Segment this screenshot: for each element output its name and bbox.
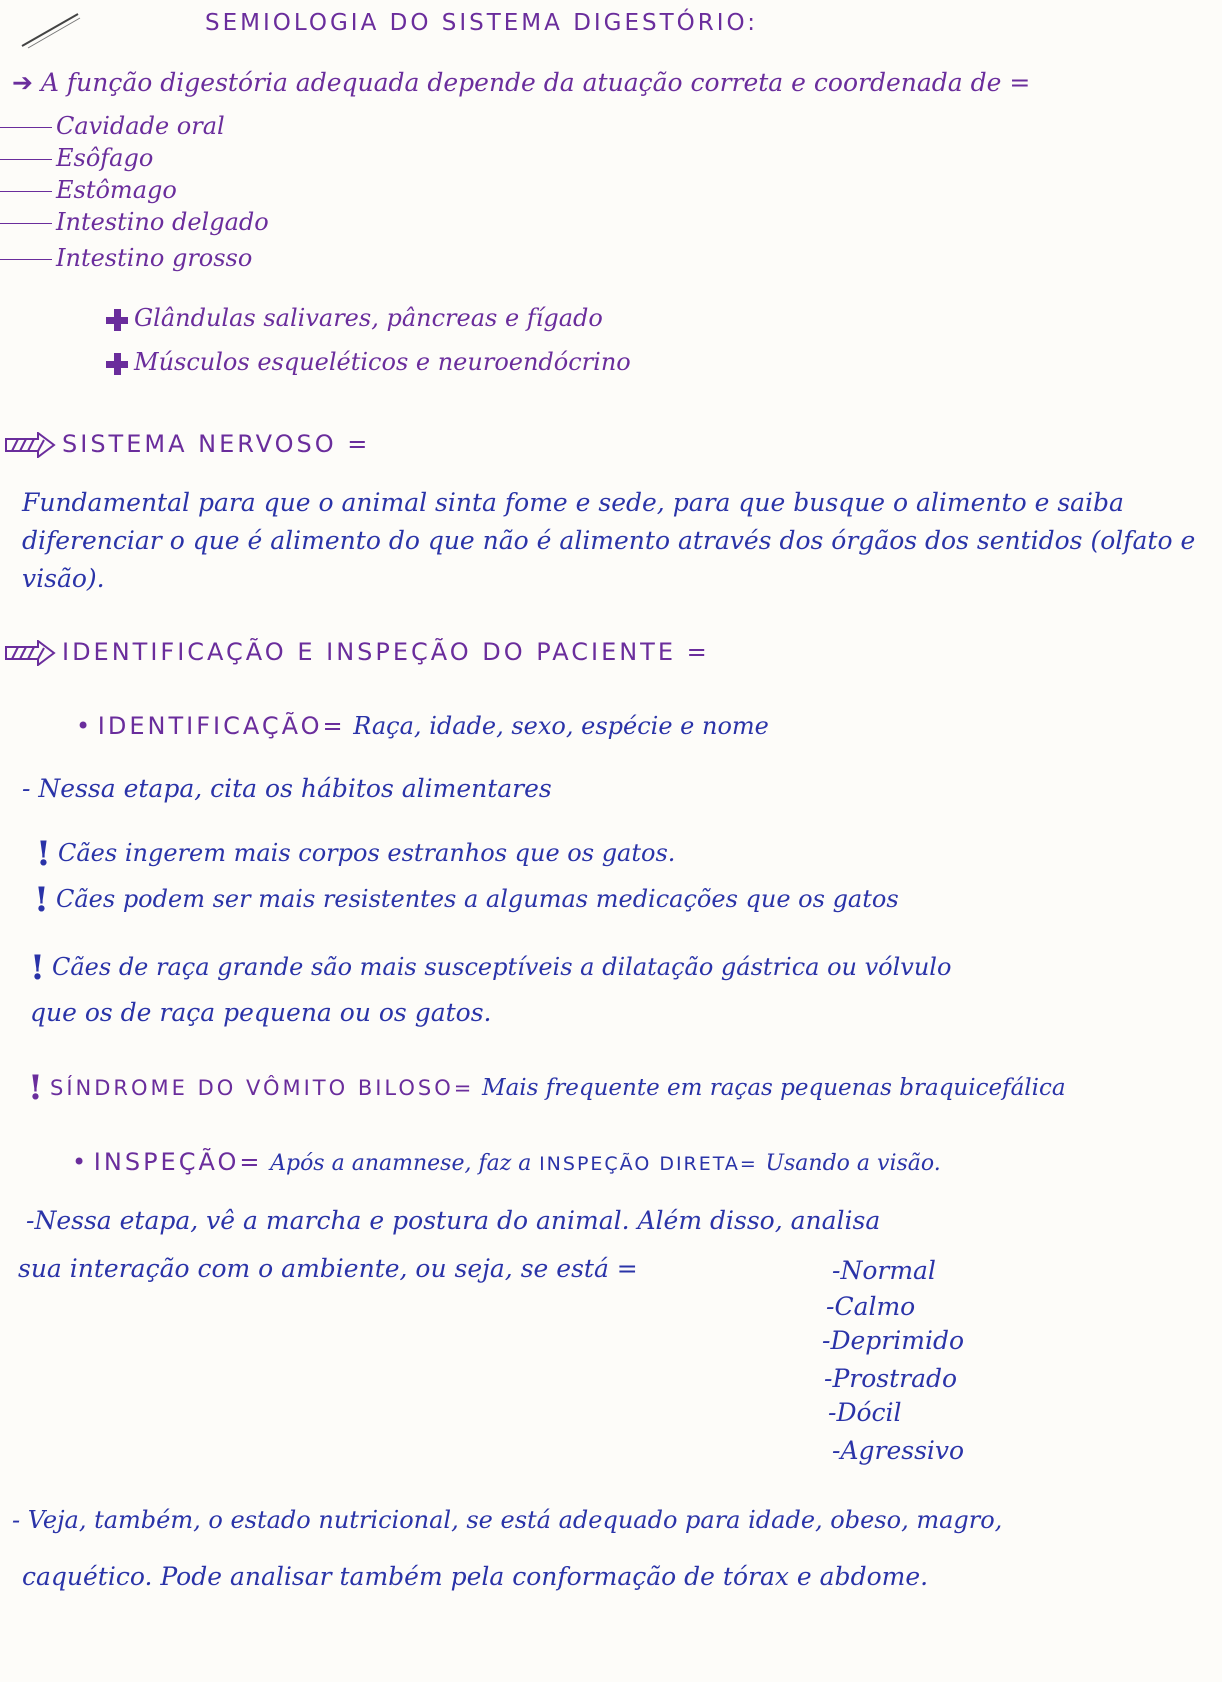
gland-item: Glândulas salivares, pâncreas e fígado: [106, 304, 603, 332]
striped-arrow-icon: [4, 640, 56, 666]
plus-icon: [106, 309, 128, 331]
organ-item: Estômago: [0, 176, 177, 204]
striped-arrow-icon: [4, 432, 56, 458]
section-heading-nervous: SISTEMA NERVOSO =: [4, 430, 370, 458]
dash-line: [0, 127, 52, 128]
organ-item: Cavidade oral: [0, 112, 225, 140]
exclamation-icon: !: [34, 880, 49, 920]
note-item: ! Cães podem ser mais resistentes a algumas medicações que os gatos: [34, 880, 899, 920]
nutrition-line-1: - Veja, também, o estado nutricional, se está adequado para idade, obeso, magro,: [12, 1506, 1003, 1534]
organ-item: Intestino grosso: [0, 244, 252, 272]
nervous-paragraph: Fundamental para que o animal sinta fome e sede, para que busque o alimento e saiba diferenciar o que é alimento do que não é alimento através dos órgãos dos sentidos (olfato e visão).: [22, 488, 1196, 593]
bullet-dot: •: [76, 712, 91, 740]
state-item: -Prostrado: [824, 1364, 958, 1393]
identification-stage-note: - Nessa etapa, cita os hábitos alimentares: [22, 774, 552, 803]
state-item: -Normal: [832, 1256, 936, 1285]
gland-item: Músculos esqueléticos e neuroendócrino: [106, 348, 631, 376]
bullet-dot: •: [72, 1148, 87, 1176]
dash-line: [0, 159, 52, 160]
exclamation-icon: !: [30, 948, 45, 988]
identification-bullet: • IDENTIFICAÇÃO= Raça, idade, sexo, espécie e nome: [76, 712, 769, 740]
state-item: -Agressivo: [832, 1436, 965, 1465]
note-item: ! Cães ingerem mais corpos estranhos que os gatos.: [36, 834, 676, 874]
dash-line: [0, 191, 52, 192]
section-heading-identification: IDENTIFICAÇÃO E INSPEÇÃO DO PACIENTE =: [4, 638, 710, 666]
organ-item: Intestino delgado: [0, 208, 269, 236]
note-continuation: que os de raça pequena ou os gatos.: [30, 998, 492, 1027]
state-item: -Dócil: [828, 1398, 902, 1427]
pencil-doodle: [18, 8, 84, 52]
plus-icon: [106, 353, 128, 375]
dash-line: [0, 259, 52, 260]
exclamation-icon: !: [36, 834, 51, 874]
inspection-line-1: -Nessa etapa, vê a marcha e postura do animal. Além disso, analisa: [26, 1206, 881, 1235]
syndrome-note: ! SÍNDROME DO VÔMITO BILOSO= Mais frequente em raças pequenas braquicefálica: [28, 1068, 1066, 1108]
organ-item: Esôfago: [0, 144, 153, 172]
state-item: -Calmo: [826, 1292, 916, 1321]
state-item: -Deprimido: [822, 1326, 964, 1355]
note-item: ! Cães de raça grande são mais susceptíveis a dilatação gástrica ou vólvulo: [30, 948, 952, 988]
intro-line: [12, 68, 1030, 97]
exclamation-icon: !: [28, 1068, 43, 1108]
dash-line: [0, 223, 52, 224]
inspection-bullet: • INSPEÇÃO= Após a anamnese, faz a INSPEÇÃO DIRETA= Usando a visão.: [72, 1148, 941, 1176]
page-title: SEMIOLOGIA DO SISTEMA DIGESTÓRIO:: [205, 10, 759, 36]
inspection-line-2: sua interação com o ambiente, ou seja, se está =: [18, 1254, 638, 1283]
nutrition-line-2: caquético. Pode analisar também pela conformação de tórax e abdome.: [22, 1562, 929, 1591]
arrow-right-icon: ➔: [12, 68, 33, 97]
intro-text: A função digestória adequada depende da atuação correta e coordenada de =: [40, 68, 1031, 97]
